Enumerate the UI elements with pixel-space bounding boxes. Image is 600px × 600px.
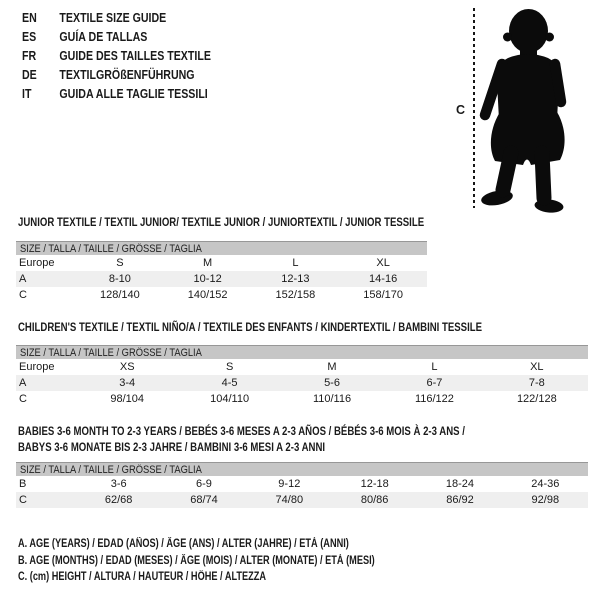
legend-row-b: B. AGE (MONTHS) / EDAD (MESES) / ÂGE (MOIS) / ALTER (MONATE) / ETÀ (MESI)	[18, 554, 375, 567]
size-cell: 104/110	[210, 393, 250, 405]
height-dashed-line	[473, 8, 475, 208]
junior-title-text: JUNIOR TEXTILE / TEXTIL JUNIOR/ TEXTILE JUNIOR / JUNIORTEXTIL / JUNIOR TESSILE	[18, 215, 425, 229]
size-cell: 74/80	[275, 494, 304, 506]
babies-section-title	[18, 424, 577, 455]
size-cell: 152/158	[275, 289, 316, 301]
size-cell: 140/152	[187, 289, 228, 301]
lang-label: TEXTILGRÖßENFÜHRUNG	[59, 68, 195, 82]
legend-row-c: C. (cm) HEIGHT / ALTURA / HAUTEUR / HÖHE / ALTEZZA	[18, 571, 267, 583]
size-header-bar	[16, 241, 427, 255]
language-list	[22, 9, 244, 104]
lang-code: IT	[22, 87, 32, 101]
lang-row-en	[22, 9, 244, 28]
size-cell: 5-6	[324, 377, 340, 389]
table-row	[16, 359, 588, 375]
lang-label: TEXTILE SIZE GUIDE	[59, 11, 167, 25]
size-cell: 9-12	[278, 478, 301, 490]
children-size-table	[16, 345, 588, 407]
children-section-title	[18, 320, 598, 336]
row-label: A	[19, 377, 27, 389]
size-cell: 158/170	[363, 289, 403, 301]
lang-code: FR	[22, 49, 37, 63]
size-cell: 7-8	[528, 377, 545, 389]
size-cell: L	[292, 257, 299, 269]
size-cell: 4-5	[221, 377, 238, 389]
table-row	[16, 255, 427, 271]
size-cell: L	[431, 361, 438, 373]
size-cell: 110/116	[312, 393, 352, 405]
lang-code: EN	[22, 11, 37, 25]
table-row	[16, 287, 427, 303]
table-row	[16, 375, 588, 391]
junior-section-title	[18, 215, 526, 231]
junior-size-table	[16, 241, 427, 303]
row-label: C	[19, 494, 27, 506]
size-cell: 3-4	[119, 377, 136, 389]
size-cell: XL	[530, 361, 544, 373]
size-cell: XL	[376, 257, 390, 269]
size-cell: 80/86	[360, 494, 389, 506]
table-row	[16, 492, 588, 508]
size-cell: 10-12	[193, 273, 222, 285]
size-cell: 116/122	[414, 393, 454, 405]
lang-code: ES	[22, 30, 37, 44]
size-cell: 24-36	[531, 478, 560, 490]
size-cell: XS	[119, 361, 135, 373]
lang-row-de	[22, 66, 244, 85]
table-row	[16, 271, 427, 287]
size-cell: 12-18	[360, 478, 389, 490]
size-cell: 86/92	[446, 494, 474, 506]
lang-row-fr	[22, 47, 244, 66]
row-label: C	[19, 289, 27, 301]
row-label: Europe	[19, 361, 55, 373]
lang-row-it	[22, 85, 244, 104]
lang-label: GUÍA DE TALLAS	[59, 30, 148, 44]
children-title-text: CHILDREN'S TEXTILE / TEXTIL NIÑO/A / TEXTILE DES ENFANTS / KINDERTEXTIL / BAMBINI TESSILE	[18, 320, 483, 334]
size-cell: M	[203, 257, 213, 269]
size-cell: 12-13	[281, 273, 310, 285]
size-cell: 18-24	[445, 478, 475, 490]
babies-title-text-line1: BABIES 3-6 MONTH TO 2-3 YEARS / BEBÉS 3-6 MESES A 2-3 AÑOS / BÉBÉS 3-6 MOIS À 2-3 ANS /	[18, 424, 465, 438]
size-header-bar	[16, 462, 588, 476]
size-cell: 6-7	[426, 377, 443, 389]
size-cell: 68/74	[190, 494, 218, 506]
row-label: Europe	[19, 257, 55, 269]
size-header-text: SIZE / TALLA / TAILLE / GRÖSSE / TAGLIA	[20, 347, 202, 359]
baby-silhouette-icon	[478, 8, 578, 214]
size-cell: 62/68	[104, 494, 133, 506]
size-header-text: SIZE / TALLA / TAILLE / GRÖSSE / TAGLIA	[20, 243, 202, 255]
size-cell: 3-6	[110, 478, 127, 490]
table-row	[16, 391, 588, 407]
height-measure-label: C	[456, 103, 466, 117]
size-cell: S	[225, 361, 234, 373]
size-header-text: SIZE / TALLA / TAILLE / GRÖSSE / TAGLIA	[20, 464, 202, 476]
lang-code: DE	[22, 68, 37, 82]
babies-title-text-line2: BABYS 3-6 MONATE BIS 2-3 JAHRE / BAMBINI 3-6 MESI A 2-3 ANNI	[18, 439, 326, 454]
lang-label: GUIDA ALLE TAGLIE TESSILI	[59, 87, 208, 101]
row-label: A	[19, 273, 27, 285]
size-cell: M	[327, 361, 337, 373]
measurement-legend	[18, 536, 464, 586]
row-label: C	[19, 393, 27, 405]
table-row	[16, 476, 588, 492]
lang-row-es	[22, 28, 244, 47]
size-cell: 14-16	[369, 273, 398, 285]
size-cell: 128/140	[99, 289, 140, 301]
size-cell: 6-9	[196, 478, 212, 490]
row-label: B	[19, 478, 27, 490]
size-header-bar	[16, 345, 588, 359]
babies-size-table	[16, 462, 588, 508]
lang-label: GUIDE DES TAILLES TEXTILE	[59, 49, 211, 63]
size-cell: 92/98	[531, 494, 560, 506]
size-cell: S	[116, 257, 124, 269]
legend-row-a: A. AGE (YEARS) / EDAD (AÑOS) / ÂGE (ANS) / ALTER (JAHRE) / ETÀ (ANNI)	[18, 538, 349, 550]
size-cell: 122/128	[516, 393, 557, 405]
size-cell: 8-10	[108, 273, 131, 285]
size-cell: 98/104	[110, 393, 145, 405]
